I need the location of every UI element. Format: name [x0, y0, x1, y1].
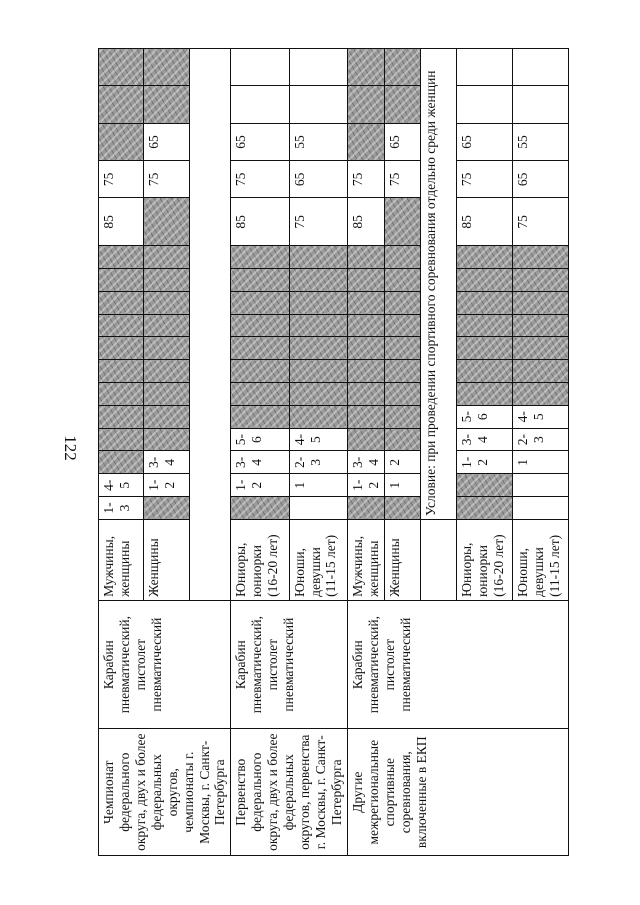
shaded-cell	[512, 360, 568, 383]
place-cell: 3-4	[347, 451, 384, 474]
shaded-cell	[384, 383, 420, 406]
shaded-cell	[384, 291, 420, 314]
shaded-cell	[456, 269, 512, 292]
table-canvas	[98, 48, 566, 856]
score-cell: 75	[512, 198, 568, 246]
competition-cell: Другие межрегиональные спортивные соревнования, включенные в ЕКП	[347, 729, 568, 856]
place-cell: 1-2	[456, 451, 512, 474]
weapon-cell: Карабин пневматический, пистолет пневматический	[347, 600, 568, 729]
shaded-cell	[456, 246, 512, 269]
group-cell: Мужчины, женщины	[99, 519, 144, 600]
shaded-cell	[456, 337, 512, 360]
shaded-cell	[347, 269, 384, 292]
shaded-cell	[144, 246, 189, 269]
shaded-cell	[231, 497, 289, 520]
score-cell: 85	[231, 198, 289, 246]
shaded-cell	[289, 337, 347, 360]
shaded-cell	[99, 246, 144, 269]
shaded-cell	[512, 383, 568, 406]
shaded-cell	[347, 314, 384, 337]
condition-note	[189, 49, 231, 601]
shaded-cell	[347, 86, 384, 123]
shaded-cell	[99, 49, 144, 87]
shaded-cell	[231, 314, 289, 337]
score-cell: 75	[231, 161, 289, 198]
condition-note: Условие: при проведении спортивного соревнования отдельно среди женщин	[420, 49, 456, 520]
empty-cell	[456, 86, 512, 123]
shaded-cell	[456, 314, 512, 337]
shaded-cell	[347, 360, 384, 383]
shaded-cell	[144, 269, 189, 292]
competition-cell: Чемпионат федерального округа, двух и более федеральных округов, чемпионаты г. Москвы, г. Санкт-Петербурга	[99, 729, 231, 856]
score-cell: 75	[99, 161, 144, 198]
score-cell: 65	[231, 123, 289, 160]
score-cell: 65	[512, 161, 568, 198]
score-cell: 55	[289, 123, 347, 160]
empty-cell	[289, 49, 347, 87]
classification-table	[98, 48, 569, 856]
place-cell: 4-5	[512, 405, 568, 428]
shaded-cell	[347, 383, 384, 406]
shaded-cell	[99, 360, 144, 383]
shaded-cell	[347, 497, 384, 520]
score-cell: 75	[289, 198, 347, 246]
shaded-cell	[144, 383, 189, 406]
shaded-cell	[99, 269, 144, 292]
table-row	[99, 49, 144, 856]
group-cell: Юноши, девушки (11-15 лет)	[289, 519, 347, 600]
shaded-cell	[144, 405, 189, 428]
shaded-cell	[289, 291, 347, 314]
competition-cell: Первенство федерального округа, двух и более федеральных округов, первенства г. Москвы, г. Санкт-Петербурга	[231, 729, 347, 856]
empty-cell	[512, 474, 568, 497]
shaded-cell	[99, 123, 144, 160]
shaded-cell	[384, 497, 420, 520]
score-cell: 75	[384, 161, 420, 198]
shaded-cell	[456, 474, 512, 497]
empty-cell	[456, 49, 512, 87]
shaded-cell	[347, 337, 384, 360]
shaded-cell	[384, 246, 420, 269]
shaded-cell	[289, 246, 347, 269]
score-cell: 85	[456, 198, 512, 246]
weapon-cell: Карабин пневматический, пистолет пневматический	[99, 600, 231, 729]
shaded-cell	[144, 360, 189, 383]
place-cell: 2-3	[289, 451, 347, 474]
shaded-cell	[289, 269, 347, 292]
empty-cell	[512, 86, 568, 123]
score-cell: 85	[99, 198, 144, 246]
shaded-cell	[289, 314, 347, 337]
place-cell: 4-5	[99, 474, 144, 497]
empty-cell	[512, 49, 568, 87]
shaded-cell	[99, 405, 144, 428]
place-cell: 3-4	[231, 451, 289, 474]
group-cell: Юниоры, юниорки (16-20 лет)	[231, 519, 289, 600]
shaded-cell	[231, 291, 289, 314]
shaded-cell	[144, 337, 189, 360]
empty-cell	[231, 86, 289, 123]
shaded-cell	[512, 337, 568, 360]
shaded-cell	[231, 246, 289, 269]
group-cell: Юноши, девушки (11-15 лет)	[512, 519, 568, 600]
shaded-cell	[347, 49, 384, 87]
shaded-cell	[231, 269, 289, 292]
place-cell: 1-2	[347, 474, 384, 497]
shaded-cell	[512, 246, 568, 269]
place-cell: 1	[289, 474, 347, 497]
place-cell: 5-6	[456, 405, 512, 428]
place-cell: 1	[384, 474, 420, 497]
shaded-cell	[456, 360, 512, 383]
shaded-cell	[289, 360, 347, 383]
shaded-cell	[99, 314, 144, 337]
place-cell: 4-5	[289, 428, 347, 451]
shaded-cell	[347, 246, 384, 269]
shaded-cell	[384, 360, 420, 383]
empty-cell	[289, 86, 347, 123]
group-cell: Женщины	[384, 519, 420, 600]
shaded-cell	[144, 291, 189, 314]
shaded-cell	[144, 314, 189, 337]
group-cell: Женщины	[144, 519, 189, 600]
table-row	[347, 49, 384, 856]
shaded-cell	[512, 269, 568, 292]
shaded-cell	[384, 428, 420, 451]
place-cell: 1	[512, 451, 568, 474]
score-cell: 75	[456, 161, 512, 198]
page-number: 122	[61, 435, 80, 461]
shaded-cell	[231, 405, 289, 428]
shaded-cell	[384, 269, 420, 292]
group-cell: Юниоры, юниорки (16-20 лет)	[456, 519, 512, 600]
shaded-cell	[456, 291, 512, 314]
shaded-cell	[144, 497, 189, 520]
place-cell: 1-2	[144, 474, 189, 497]
group-cell	[420, 519, 456, 600]
shaded-cell	[347, 123, 384, 160]
shaded-cell	[99, 337, 144, 360]
table-row	[231, 49, 289, 856]
place-cell: 1-2	[231, 474, 289, 497]
rotated-table-frame	[98, 48, 566, 856]
shaded-cell	[512, 291, 568, 314]
shaded-cell	[99, 383, 144, 406]
score-cell: 65	[384, 123, 420, 160]
shaded-cell	[347, 405, 384, 428]
shaded-cell	[99, 428, 144, 451]
shaded-cell	[384, 49, 420, 87]
shaded-cell	[512, 314, 568, 337]
place-cell: 5-6	[231, 428, 289, 451]
shaded-cell	[384, 314, 420, 337]
shaded-cell	[144, 49, 189, 87]
shaded-cell	[231, 360, 289, 383]
shaded-cell	[384, 337, 420, 360]
shaded-cell	[289, 383, 347, 406]
place-cell: 3-4	[144, 451, 189, 474]
group-cell: Мужчины, женщины	[347, 519, 384, 600]
shaded-cell	[347, 428, 384, 451]
shaded-cell	[144, 428, 189, 451]
empty-cell	[231, 49, 289, 87]
score-cell: 85	[347, 198, 384, 246]
place-cell: 2-3	[512, 428, 568, 451]
shaded-cell	[347, 291, 384, 314]
shaded-cell	[231, 383, 289, 406]
score-cell: 75	[144, 161, 189, 198]
score-cell: 55	[512, 123, 568, 160]
shaded-cell	[99, 291, 144, 314]
empty-cell	[289, 497, 347, 520]
shaded-cell	[384, 86, 420, 123]
shaded-cell	[99, 86, 144, 123]
weapon-cell: Карабин пневматический, пистолет пневматический	[231, 600, 347, 729]
score-cell: 75	[347, 161, 384, 198]
empty-cell	[512, 497, 568, 520]
score-cell: 65	[289, 161, 347, 198]
shaded-cell	[289, 405, 347, 428]
shaded-cell	[144, 198, 189, 246]
shaded-cell	[384, 198, 420, 246]
shaded-cell	[99, 451, 144, 474]
shaded-cell	[231, 337, 289, 360]
score-cell: 65	[456, 123, 512, 160]
place-cell: 2	[384, 451, 420, 474]
place-cell: 1-3	[99, 497, 144, 520]
shaded-cell	[456, 497, 512, 520]
shaded-cell	[384, 405, 420, 428]
score-cell: 65	[144, 123, 189, 160]
place-cell: 3-4	[456, 428, 512, 451]
shaded-cell	[144, 86, 189, 123]
shaded-cell	[456, 383, 512, 406]
